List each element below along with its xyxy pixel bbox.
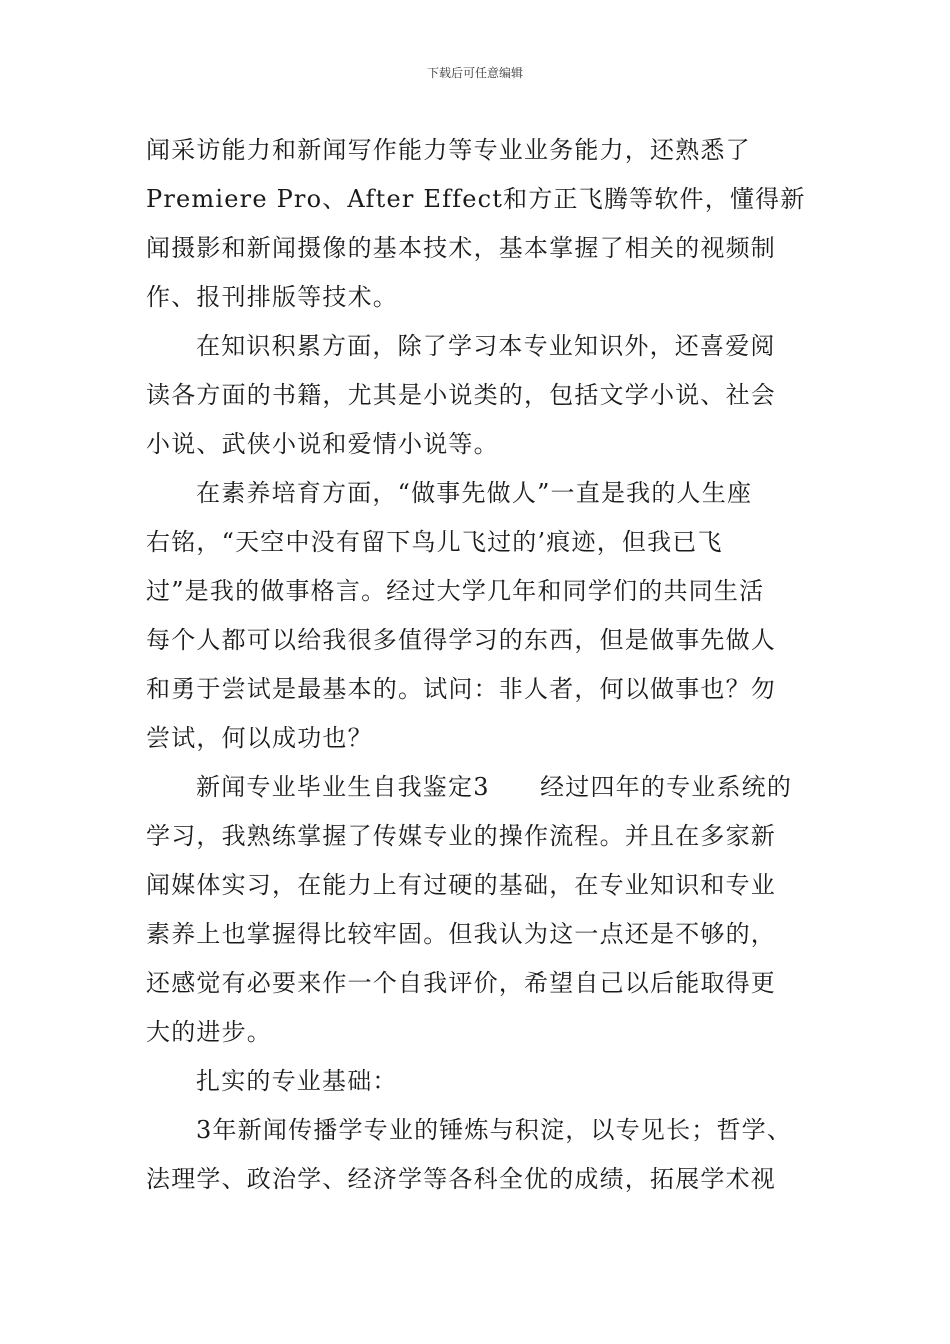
text-line: 大的进步。 (146, 1018, 272, 1046)
text-line: 闻摄影和新闻摄像的基本技术，基本掌握了相关的视频制 (146, 234, 776, 262)
text-line: 在知识积累方面，除了学习本专业知识外，还喜爱阅 (196, 332, 776, 360)
text-line: 过”是我的做事格言。经过大学几年和同学们的共同生活 (146, 577, 765, 605)
text-line: 学习，我熟练掌握了传媒专业的操作流程。并且在多家新 (146, 822, 776, 850)
text-line: 右铭，“天空中没有留下鸟儿飞过的’痕迹，但我已飞 (146, 528, 723, 556)
text-line: Premiere Pro、After Effect和方正飞腾等软件，懂得新 (146, 185, 806, 213)
text-line: 法理学、政治学、经济学等各科全优的成绩，拓展学术视 (146, 1165, 776, 1193)
text-line: 还感觉有必要来作一个自我评价，希望自己以后能取得更 (146, 969, 776, 997)
text-line: 尝试，何以成功也？ (146, 724, 373, 752)
document-body (146, 126, 810, 1204)
text-line: 每个人都可以给我很多值得学习的东西，但是做事先做人 (146, 626, 776, 654)
text-line: 素养上也掌握得比较牢固。但我认为这一点还是不够的， (146, 920, 776, 948)
text-line: 在素养培育方面，“做事先做人”一直是我的人生座 (196, 479, 753, 507)
text-line: 读各方面的书籍，尤其是小说类的，包括文学小说、社会 (146, 381, 776, 409)
text-line: 闻媒体实习，在能力上有过硬的基础，在专业知识和专业 (146, 871, 776, 899)
text-line: 作、报刊排版等技术。 (146, 283, 398, 311)
text-line: 扎实的专业基础： (196, 1067, 398, 1095)
text-line: 闻采访能力和新闻写作能力等专业业务能力，还熟悉了 (146, 136, 751, 164)
text-line: 和勇于尝试是最基本的。试问：非人者，何以做事也？勿 (146, 675, 776, 703)
text-line: 新闻专业毕业生自我鉴定3 经过四年的专业系统的 (196, 773, 793, 801)
page-header: 下载后可任意编辑 (426, 66, 523, 80)
text-line: 小说、武侠小说和爱情小说等。 (146, 430, 499, 458)
text-line: 3年新闻传播学专业的锤炼与积淀，以专见长；哲学、 (196, 1116, 793, 1144)
